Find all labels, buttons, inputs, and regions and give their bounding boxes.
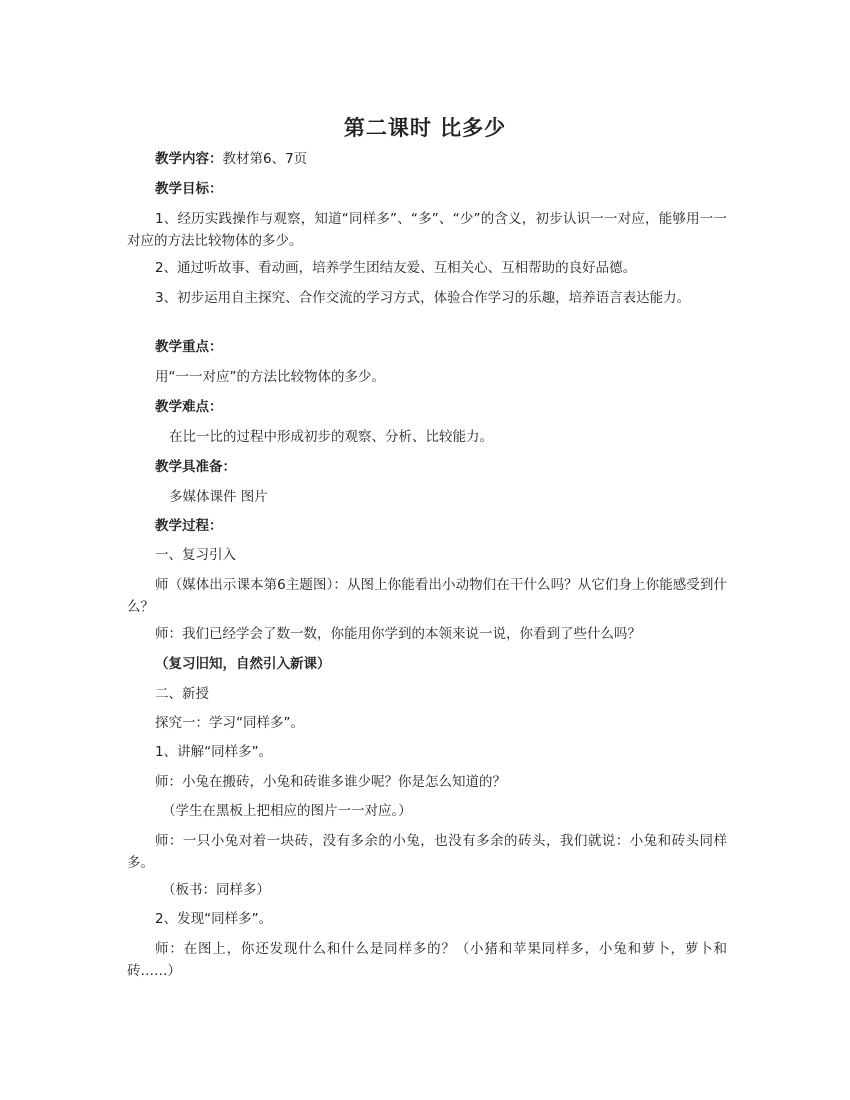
tools-heading: 教学具准备： [155, 459, 236, 475]
goals-heading: 教学目标： [155, 181, 223, 197]
tools-text: 多媒体课件 图片 [169, 489, 268, 505]
section-review: 一、复习引入 [155, 547, 236, 563]
page-title: 第二课时 比多少 [343, 116, 507, 140]
explore-1-step-2: 2、发现“同样多”。 [155, 911, 273, 927]
section-new: 二、新授 [155, 686, 209, 702]
key-point-heading: 教学重点： [155, 339, 223, 355]
difficulty-text: 在比一比的过程中形成初步的观察、分析、比较能力。 [169, 429, 493, 445]
content-line [155, 148, 755, 170]
review-paragraph: 师（媒体出示课本第6主题图）：从图上你能看出小动物们在干什么吗？从它们身上你能感受到什么？ [127, 577, 727, 615]
board-note: （板书：同样多） [162, 882, 270, 898]
student-activity: （学生在黑板上把相应的图片一一对应。） [162, 803, 412, 819]
teacher-explanation: 师：一只小兔对着一块砖，没有多余的小兔，也没有多余的砖头，我们就说：小兔和砖头同样多。 [127, 833, 727, 871]
explore-1-step-1: 1、讲解“同样多”。 [155, 744, 273, 760]
difficulty-heading: 教学难点： [155, 399, 223, 415]
goal-2: 2、通过听故事、看动画，培养学生团结友爱、互相关心、互相帮助的良好品德。 [155, 260, 637, 276]
discover-paragraph: 师：在图上，你还发现什么和什么是同样多的？（小猪和苹果同样多，小兔和萝卜，萝卜和砖……） [127, 941, 727, 979]
content-label: 教学内容： [155, 151, 223, 167]
process-heading: 教学过程： [155, 518, 223, 534]
goal-1: 1、经历实践操作与观察，知道“同样多”、“多”、“少”的含义，初步认识一一对应，能够用一一对应的方法比较物体的多少。 [127, 211, 727, 249]
review-note: （复习旧知，自然引入新课） [155, 656, 331, 672]
explore-1: 探究一：学习“同样多”。 [155, 715, 304, 731]
key-point-text: 用“一一对应”的方法比较物体的多少。 [155, 369, 385, 385]
content-value: 教材第6、7页 [222, 151, 308, 167]
teacher-question: 师：小兔在搬砖，小兔和砖谁多谁少呢？你是怎么知道的？ [155, 774, 506, 790]
goal-3: 3、初步运用自主探究、合作交流的学习方式，体验合作学习的乐趣，培养语言表达能力。 [155, 290, 691, 306]
review-question: 师：我们已经学会了数一数，你能用你学到的本领来说一说，你看到了些什么吗？ [155, 626, 641, 642]
